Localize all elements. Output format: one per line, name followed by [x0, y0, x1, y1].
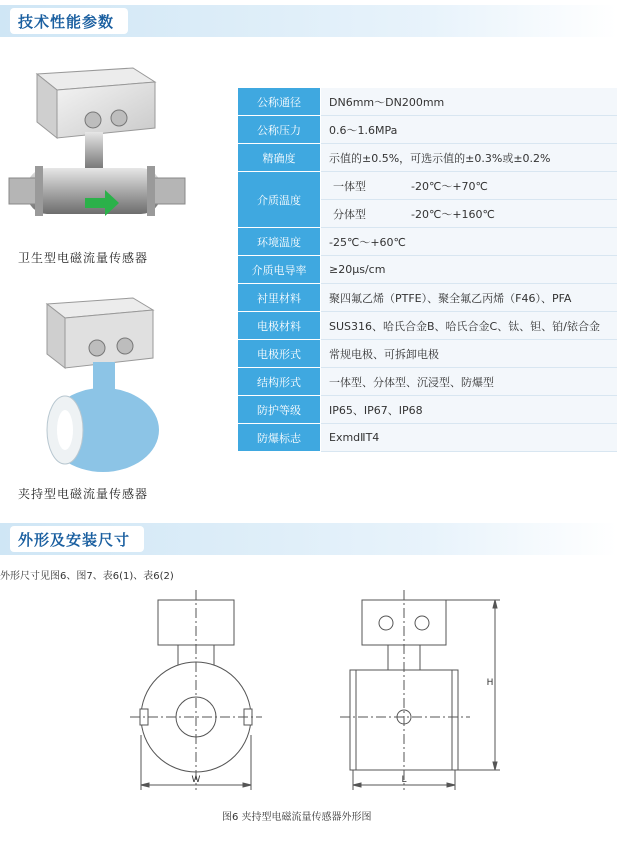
table-row — [238, 396, 617, 424]
spec-value: DN6mm～DN200mm — [321, 88, 617, 116]
section-header-specs — [0, 5, 617, 37]
table-row — [238, 312, 617, 340]
product-caption: 卫生型电磁流量传感器 — [18, 251, 149, 265]
spec-label: 公称压力 — [238, 116, 321, 144]
spec-label: 精确度 — [238, 144, 321, 172]
spec-label: 电极材料 — [238, 312, 321, 340]
section-tab — [10, 526, 144, 552]
spec-sub-label: 一体型 — [321, 172, 406, 200]
spec-label: 公称通径 — [238, 88, 321, 116]
spec-sub-label: 分体型 — [321, 200, 406, 228]
dimension-note: 外形尺寸见图6、图7、表6(1)、表6(2) — [0, 571, 174, 582]
product-caption: 夹持型电磁流量传感器 — [18, 487, 149, 501]
spec-label: 介质温度 — [238, 172, 321, 228]
table-row — [238, 88, 617, 116]
outline-drawing — [0, 585, 617, 800]
section-header-dimensions — [0, 523, 617, 555]
spec-value: 0.6～1.6MPa — [321, 116, 617, 144]
section-title: 外形及安装尺寸 — [18, 530, 131, 549]
spec-value: IP65、IP67、IP68 — [321, 396, 617, 424]
table-row — [238, 256, 617, 284]
spec-label: 防爆标志 — [238, 424, 321, 452]
table-row — [238, 340, 617, 368]
spec-value: -20℃～+70℃ — [405, 172, 617, 200]
spec-label: 电极形式 — [238, 340, 321, 368]
spec-value: ≥20μs/cm — [321, 256, 617, 284]
table-row — [238, 424, 617, 452]
spec-label: 衬里材料 — [238, 284, 321, 312]
spec-label: 环境温度 — [238, 228, 321, 256]
table-row — [238, 116, 617, 144]
spec-value: 常规电极、可拆卸电极 — [321, 340, 617, 368]
spec-value: SUS316、哈氏合金B、哈氏合金C、钛、钽、铂/铱合金 — [321, 312, 617, 340]
spec-table — [238, 88, 617, 452]
table-row — [238, 368, 617, 396]
dim-l-label: L — [401, 775, 407, 785]
front-view — [130, 590, 262, 790]
clamp-sensor-image — [35, 290, 165, 480]
spec-value: 一体型、分体型、沉浸型、防爆型 — [321, 368, 617, 396]
figure-caption: 图6 夹持型电磁流量传感器外形图 — [222, 812, 372, 823]
section-tab — [10, 8, 128, 34]
sanitary-sensor-image — [5, 60, 190, 240]
spec-value: 示值的±0.5%，可选示值的±0.3%或±0.2% — [321, 144, 617, 172]
spec-value: 聚四氟乙烯（PTFE）、聚全氟乙丙烯（F46）、PFA — [321, 284, 617, 312]
side-view — [340, 590, 500, 790]
table-row — [238, 228, 617, 256]
table-row — [238, 172, 617, 200]
table-row — [238, 144, 617, 172]
spec-value: ExmdⅡT4 — [321, 424, 617, 452]
spec-label: 防护等级 — [238, 396, 321, 424]
table-row — [238, 284, 617, 312]
spec-label: 结构形式 — [238, 368, 321, 396]
spec-label: 介质电导率 — [238, 256, 321, 284]
section-title: 技术性能参数 — [18, 12, 115, 31]
spec-value: -25℃～+60℃ — [321, 228, 617, 256]
spec-value: -20℃～+160℃ — [405, 200, 617, 228]
dim-w-label: W — [191, 775, 201, 785]
dim-h-label: H — [486, 678, 494, 688]
